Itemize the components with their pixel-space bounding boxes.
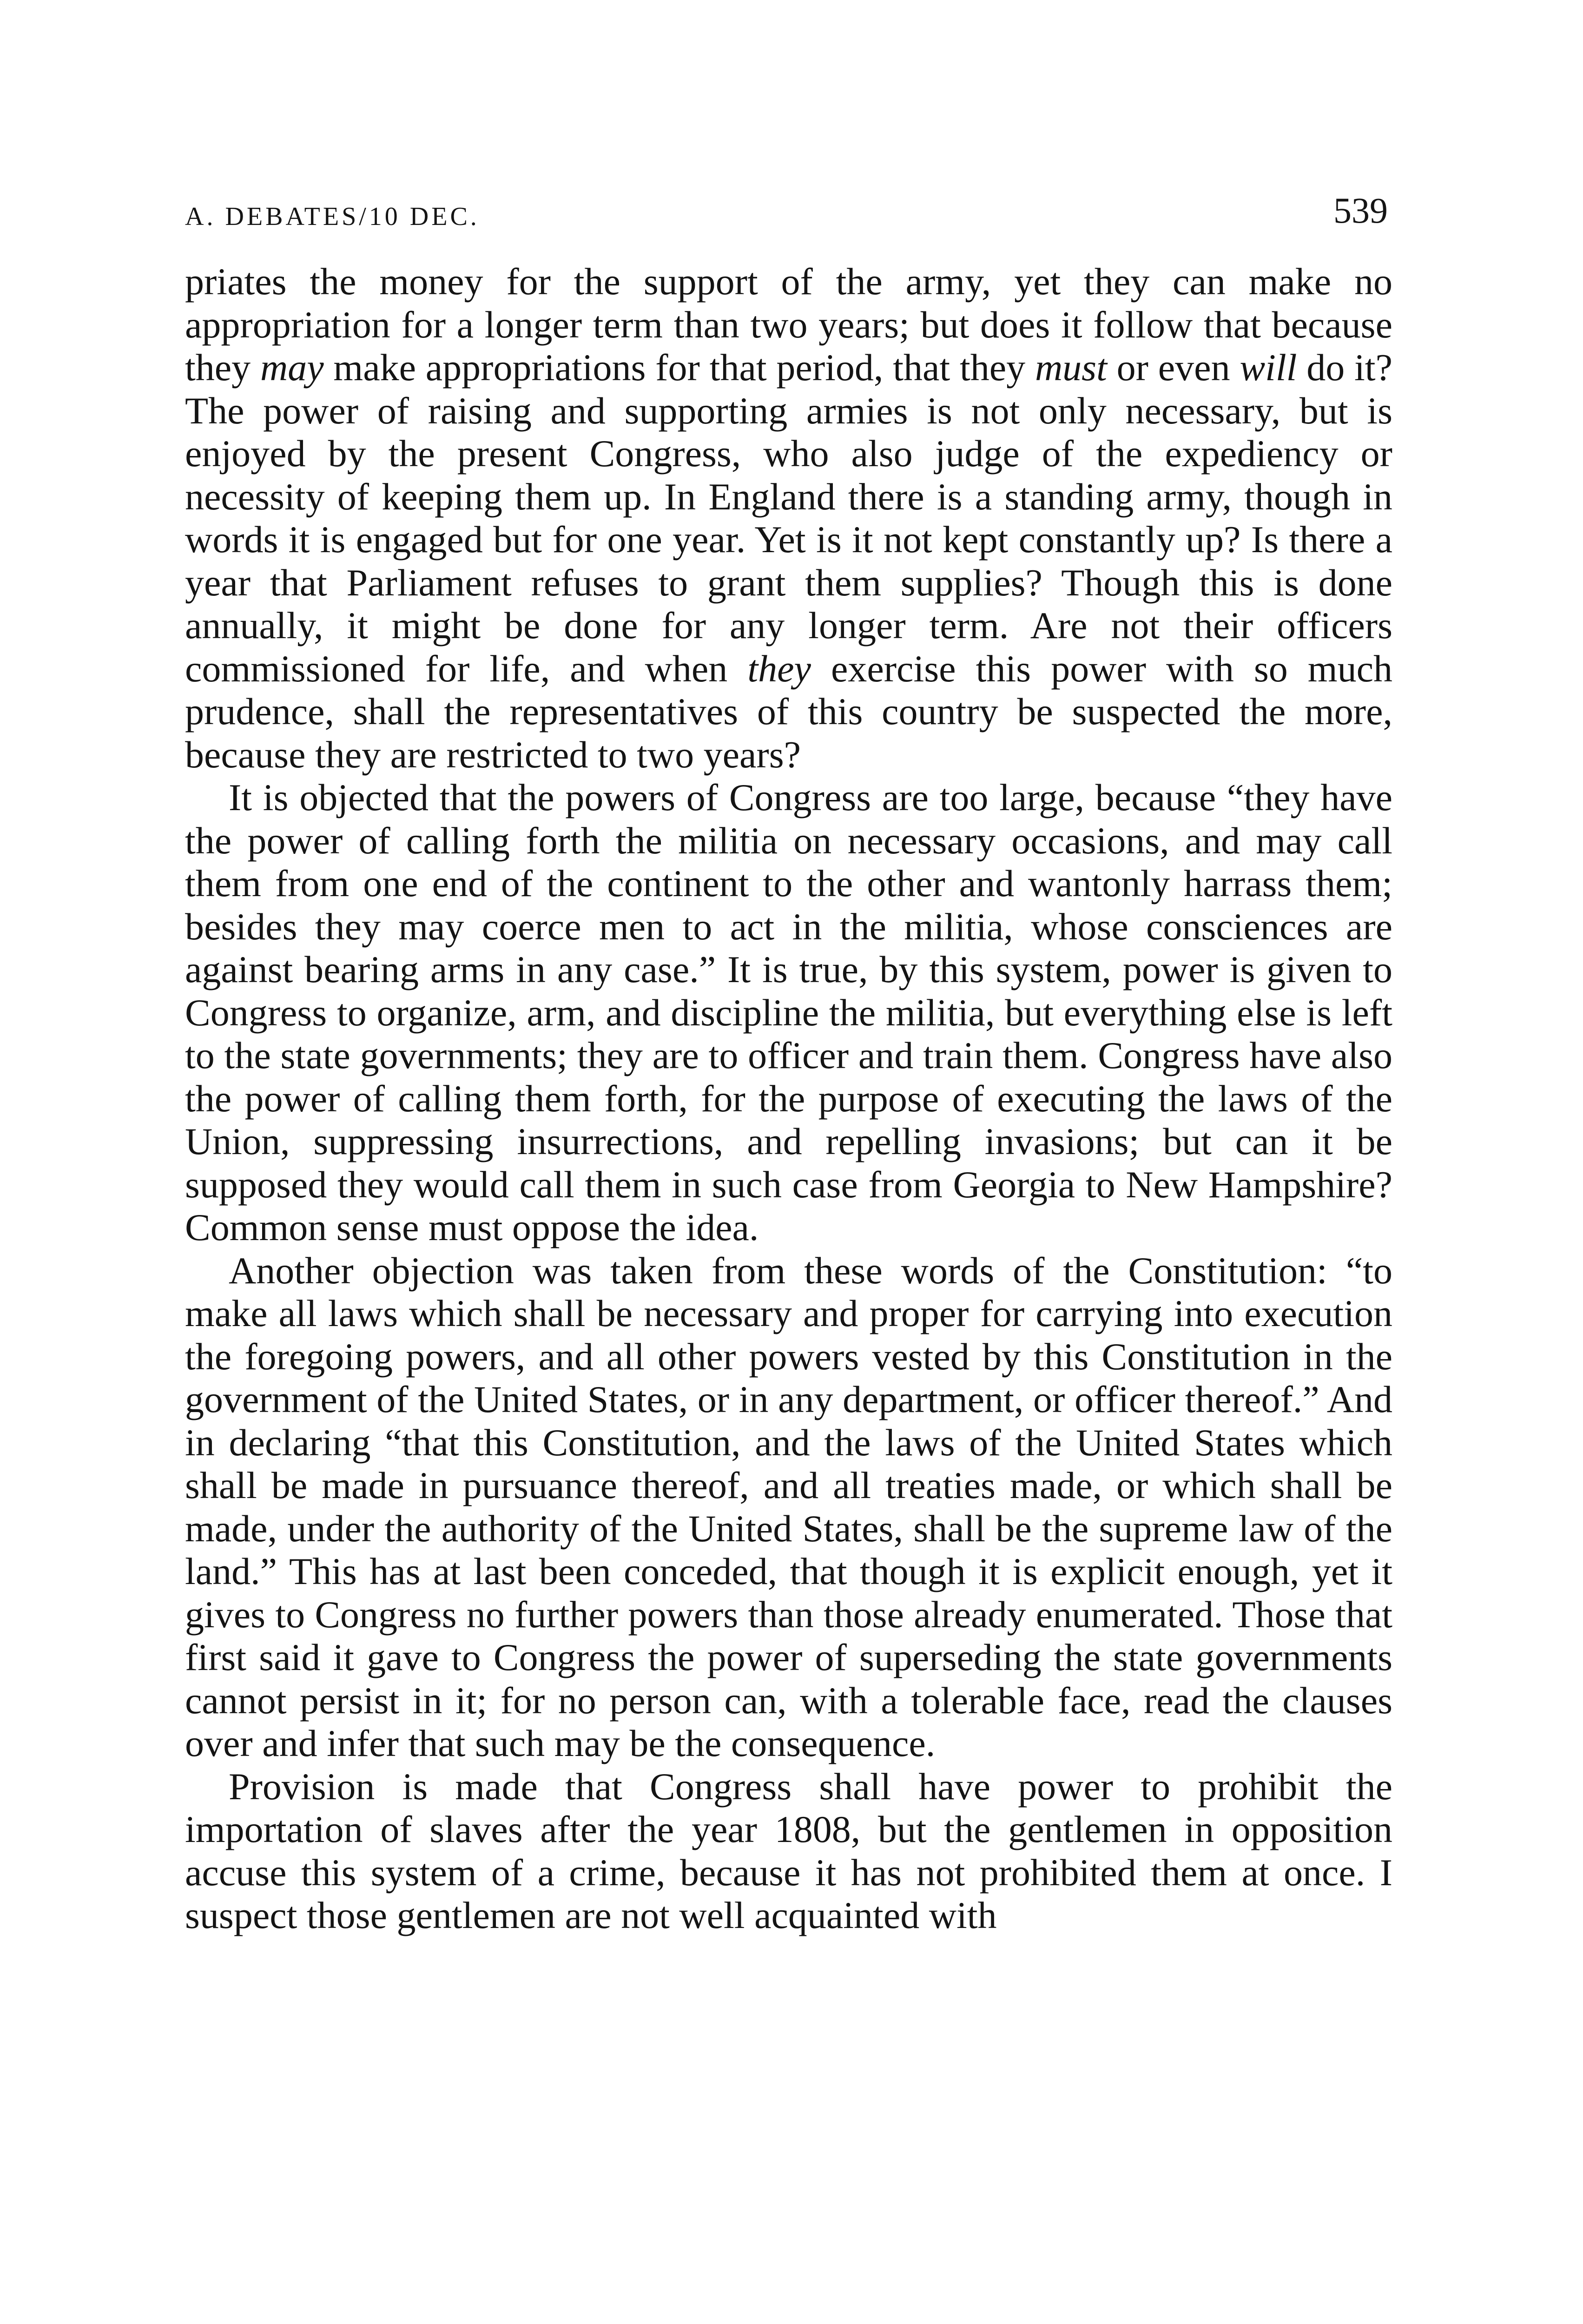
text-run: priates the money for the support of the army, yet they can make no appropriation for a longer term than two years; but does it follow that because they: [185, 260, 1392, 389]
text-run: make appropriations for that period, that they: [323, 346, 1035, 389]
paragraph-slave-importation: Provision is made that Congress shall have power to prohibit the importation of slaves after the year 1808, but the gentlemen in opposition accuse this system of a crime, because it has not prohibited them at once. I suspect those gentlemen are not well acquainted with: [185, 1765, 1392, 1936]
italic-run: they: [747, 647, 811, 690]
text-run: or even: [1107, 346, 1240, 389]
italic-run: must: [1035, 346, 1107, 389]
text-run: do it? The power of raising and supporting armies is not only necessary, but is enjoyed by the present Congress, who also judge of the expediency or necessity of keeping them up. In England there is a standing army, though in words it is engaged but for one year. Yet is it not kept constantly up? Is there a year that Parliament refuses to grant them supplies? Though this is done annually, it might be done for any longer term. Are not their officers commissioned for life, and when: [185, 346, 1392, 690]
body-text: [185, 260, 1392, 1937]
text-run: exercise this power with so much prudence, shall the representatives of this country be suspected the more, because they are restricted to two years?: [185, 647, 1392, 776]
paragraph-militia: It is objected that the powers of Congress are too large, because “they have the power of calling forth the militia on necessary occasions, and may call them from one end of the continent to the other and wantonly harrass them; besides they may coerce men to act in the militia, whose consciences are against bearing arms in any case.” It is true, by this system, power is given to Congress to organize, arm, and discipline the militia, but everything else is left to the state governments; they are to officer and train them. Congress have also the power of calling them forth, for the purpose of executing the laws of the Union, suppressing insurrections, and repelling invasions; but can it be supposed they would call them in such case from Georgia to New Hampshire? Common sense must oppose the idea.: [185, 776, 1392, 1248]
paragraph-necessary-and-proper: Another objection was taken from these words of the Constitution: “to make all laws which shall be necessary and proper for carrying into execution the foregoing powers, and all other powers vested by this Constitution in the government of the United States, or in any department, or officer thereof.” And in declaring “that this Constitution, and the laws of the United States which shall be made in pursuance thereof, and all treaties made, or which shall be made, under the authority of the United States, shall be the supreme law of the land.” This has at last been conceded, that though it is explicit enough, yet it gives to Congress no further powers than those already enumerated. Those that first said it gave to Congress the power of superseding the state governments cannot persist in it; for no person can, with a tolerable face, read the clauses over and infer that such may be the consequence.: [185, 1249, 1392, 1764]
italic-run: will: [1240, 346, 1297, 389]
page-number: 539: [1333, 190, 1388, 231]
running-title: A. DEBATES/10 DEC.: [185, 202, 480, 231]
book-page: [185, 0, 1392, 2324]
paragraph-continued: [185, 260, 1392, 776]
italic-run: may: [260, 346, 324, 389]
running-head: [185, 180, 1392, 231]
